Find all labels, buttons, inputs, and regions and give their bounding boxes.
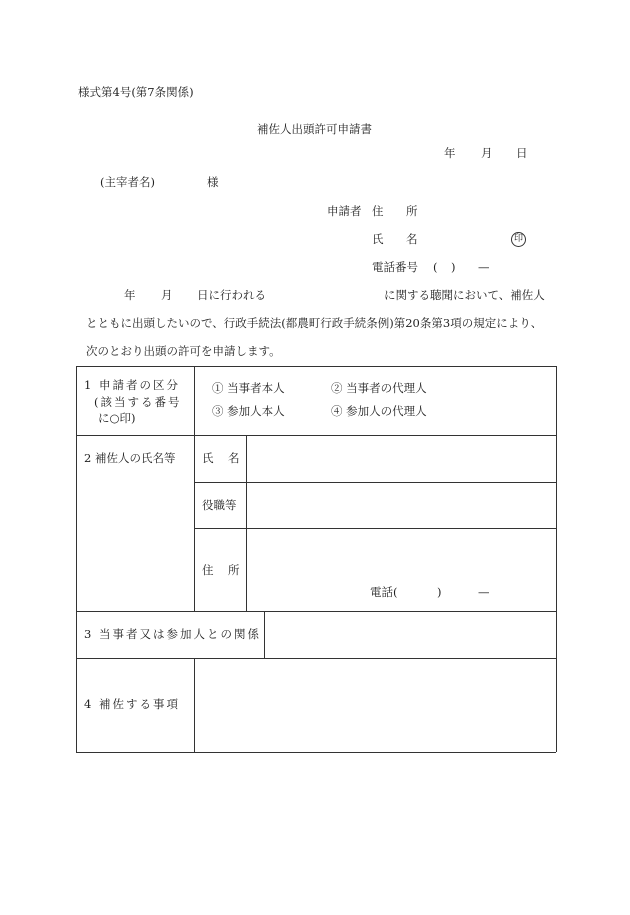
assistant-phone-dash: — (478, 585, 490, 599)
body-month: 月 (161, 288, 173, 302)
assistant-position-label: 役職等 (202, 498, 237, 512)
assistant-phone-label: 電話( (370, 585, 398, 599)
option-party-self: ① 当事者本人 (212, 381, 285, 395)
row1-label-line2: (該当する番号 (94, 395, 182, 409)
assistant-address-label-2: 所 (228, 563, 240, 577)
row2-label: 2 補佐人の氏名等 (84, 451, 176, 465)
option-participant-agent: ④ 参加人の代理人 (331, 404, 427, 418)
applicant-seal (511, 232, 526, 247)
table-border-position (194, 528, 556, 529)
applicant-address-label-2: 所 (406, 204, 418, 218)
assistant-name-label-2: 名 (228, 451, 240, 465)
body-line1-rest: に関する聴聞において、補佐人 (384, 288, 545, 302)
applicant-phone-dash: — (478, 260, 490, 274)
row4-label: 4 補佐する事項 (84, 697, 180, 711)
assistant-name-label-1: 氏 (202, 451, 214, 465)
table-right-border (556, 366, 557, 752)
applicant-name-label-2: 名 (406, 232, 418, 246)
table-divider-sublabel (246, 435, 247, 611)
addressee-name: (主宰者名) (100, 175, 155, 189)
date-day: 日 (516, 146, 528, 160)
table-border-row2 (76, 611, 556, 612)
row1-label-line3: に○印) (98, 411, 136, 425)
applicant-name-label-1: 氏 (372, 232, 384, 246)
table-border-row1 (76, 435, 556, 436)
assistant-address-label-1: 住 (202, 563, 214, 577)
table-divider-label (194, 366, 195, 611)
table-divider-row4 (194, 658, 195, 752)
table-bottom-border (76, 752, 556, 753)
applicant-address-label-1: 住 (372, 204, 384, 218)
applicant-phone-label: 電話番号 (372, 260, 418, 274)
option-party-agent: ② 当事者の代理人 (331, 381, 427, 395)
applicant-phone-close: ) (451, 260, 456, 274)
table-divider-row3 (264, 611, 265, 658)
table-top-border (76, 366, 556, 367)
body-year: 年 (124, 288, 136, 302)
date-month: 月 (481, 146, 493, 160)
form-number: 様式第4号(第7条関係) (78, 85, 194, 99)
document-title: 補佐人出頭許可申請書 (257, 122, 372, 136)
assistant-phone-close: ) (437, 585, 442, 599)
row1-label-line1: 1 申請者の区分 (84, 378, 180, 392)
applicant-phone-open: ( (433, 260, 438, 274)
row3-label: 3 当事者又は参加人との関係 (84, 627, 261, 641)
seal-mark: 印 (511, 232, 526, 247)
table-border-name (194, 482, 556, 483)
table-left-border (76, 366, 77, 752)
body-line2: とともに出頭したいので、行政手続法(都農町行政手続条例)第20条第3項の規定により、 (86, 316, 543, 330)
body-line3: 次のとおり出頭の許可を申請します。 (86, 344, 281, 358)
addressee-honorific: 様 (207, 175, 219, 189)
option-participant-self: ③ 参加人本人 (212, 404, 285, 418)
body-day: 日に行われる (197, 288, 266, 302)
table-border-row3 (76, 658, 556, 659)
applicant-label: 申請者 (327, 204, 362, 218)
date-year: 年 (444, 146, 456, 160)
